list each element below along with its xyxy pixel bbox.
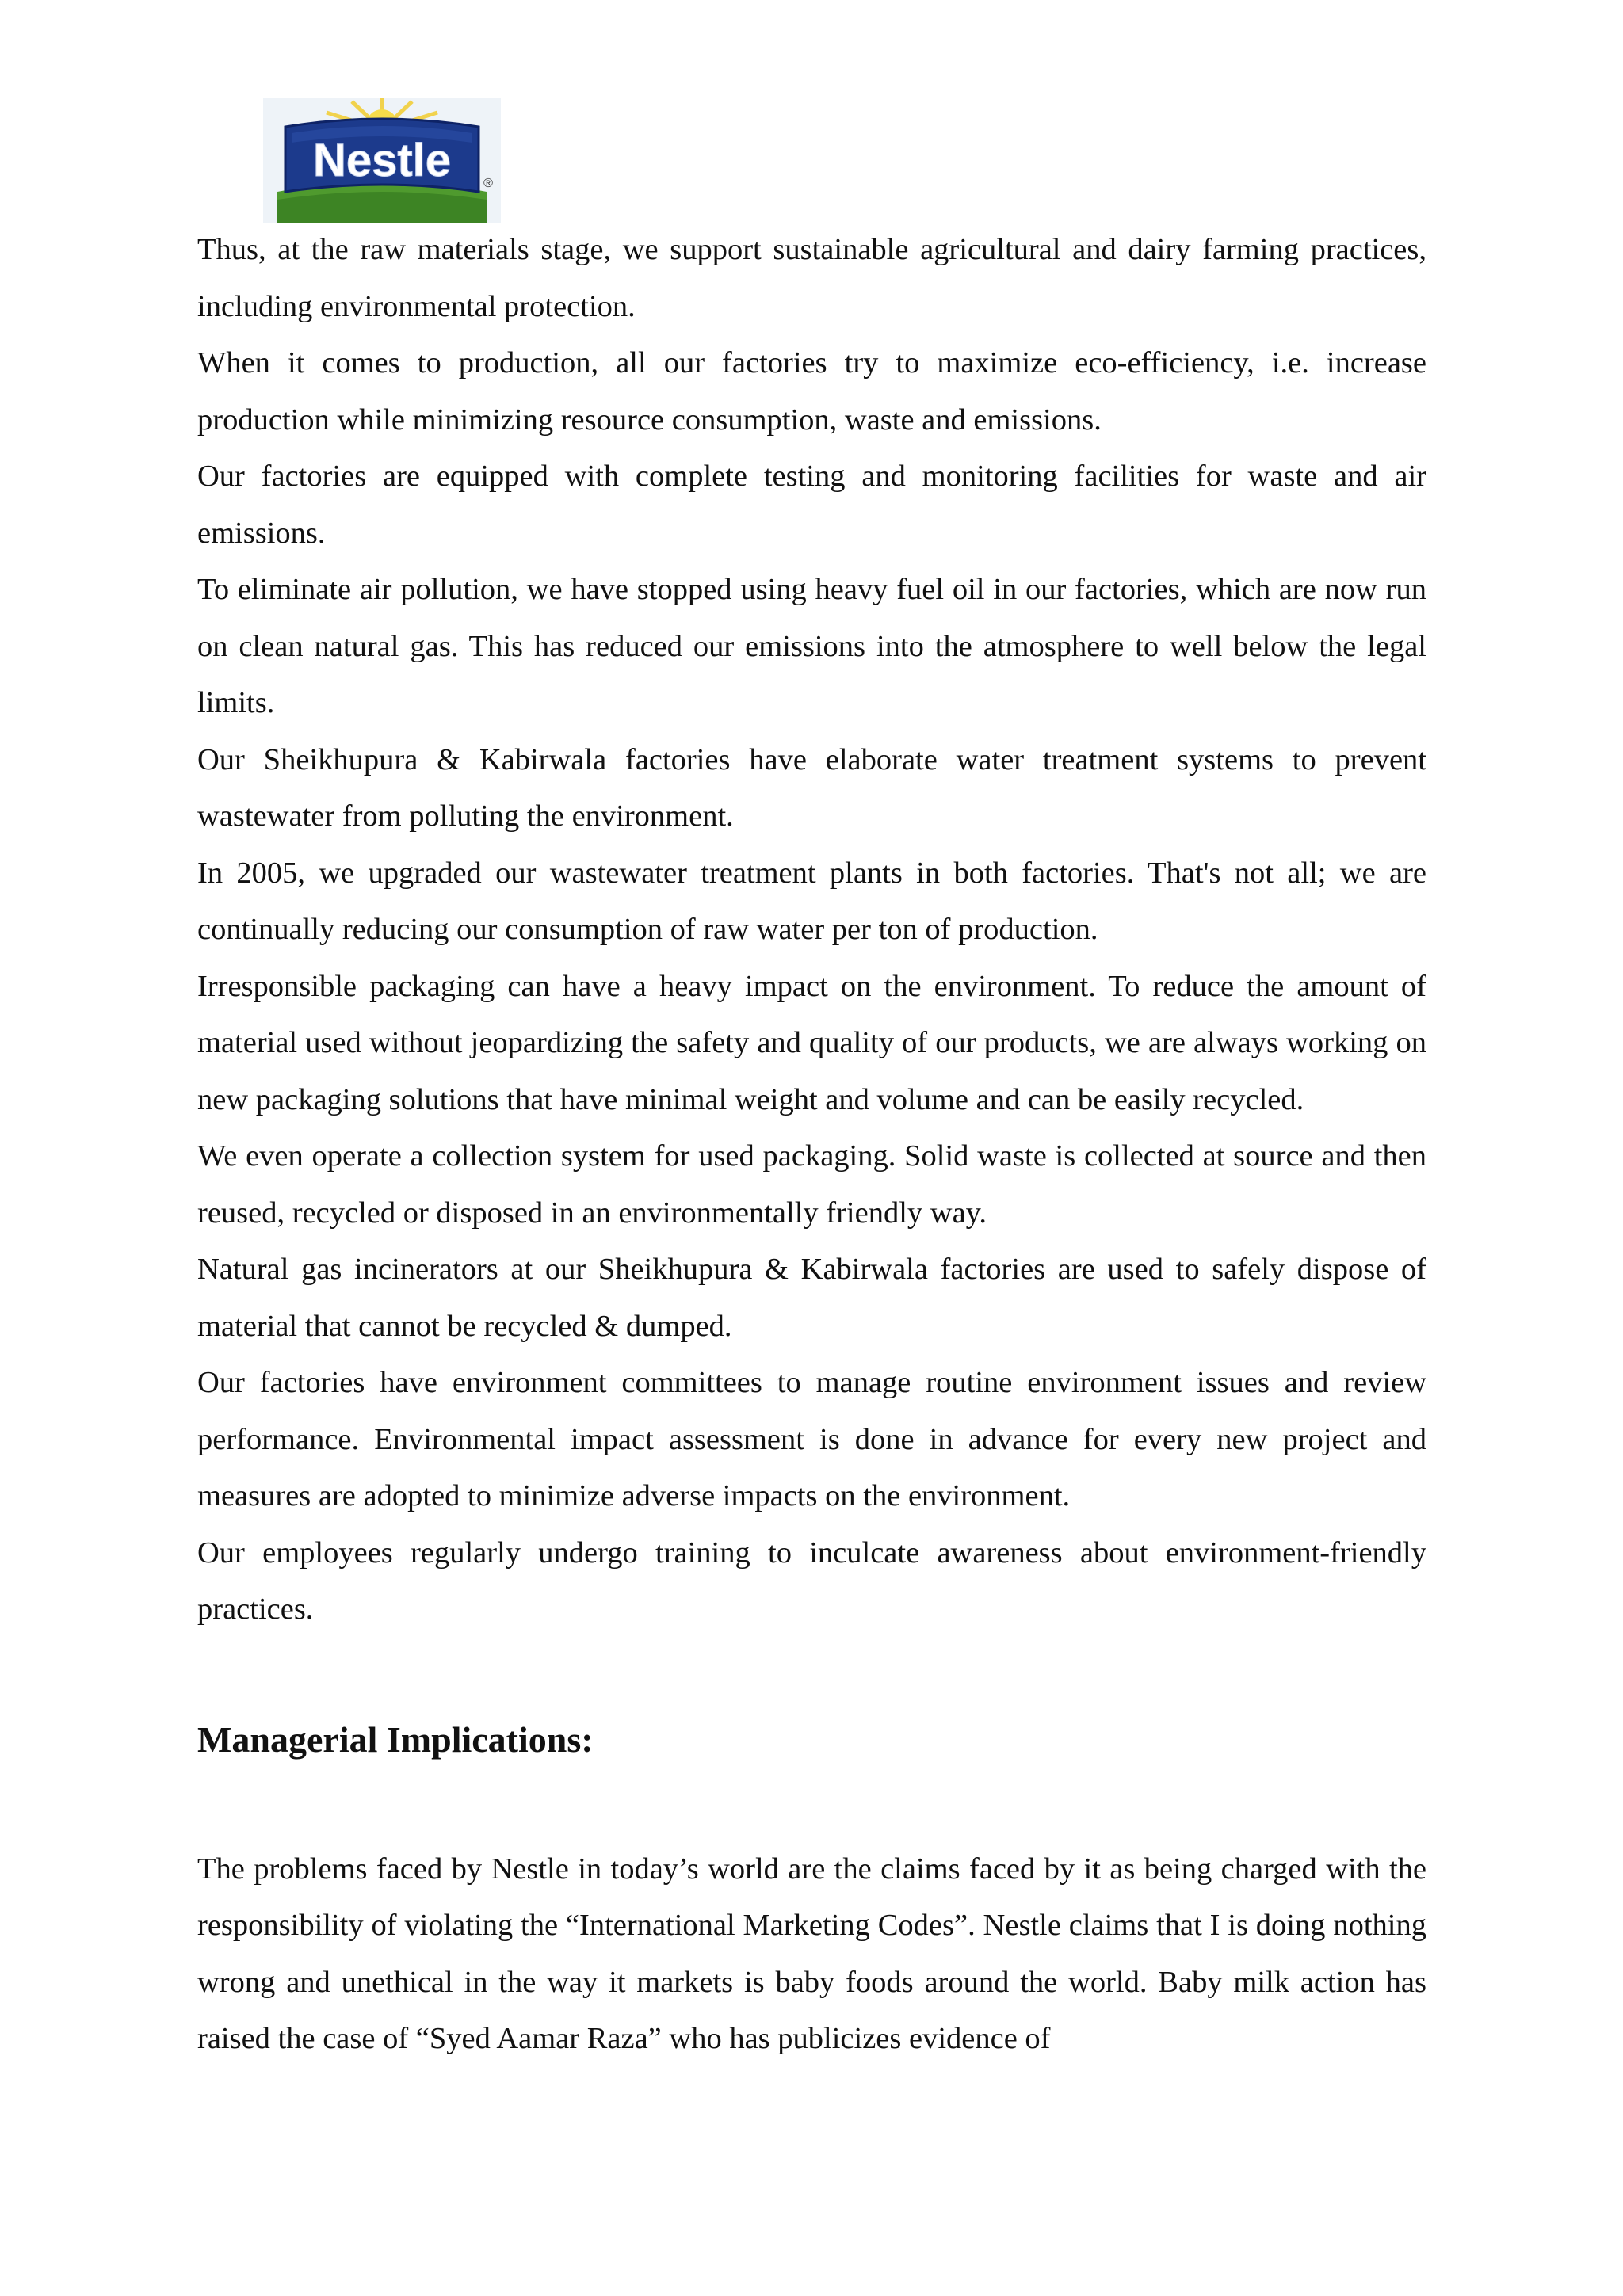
paragraph-wastewater-upgrade: In 2005, we upgraded our wastewater treatment plants in both factories. That's not all; we are continually reducing our consumption of raw water per ton of production. [197, 856, 1426, 946]
paragraph-incinerators: Natural gas incinerators at our Sheikhupura & Kabirwala factories are used to safely dispose of material that cannot be recycled & dumped. [197, 1253, 1426, 1343]
paragraph-environment-committees: Our factories have environment committees to manage routine environment issues and review performance. Environmental impact assessment is done in advance for every new project and measures are adopted to minimize adverse impacts on the environment. [197, 1366, 1426, 1512]
paragraph-eco-efficiency: When it comes to production, all our factories try to maximize eco-efficiency, i.e. increase production while minimizing resource consumption, waste and emissions. [197, 346, 1426, 437]
nestle-logo [263, 98, 501, 223]
paragraph-managerial-implications: The problems faced by Nestle in today’s world are the claims faced by it as being charged with the responsibility of violating the “International Marketing Codes”. Nestle claims that I is doing nothing wrong and unethical in the way it markets is baby foods around the world. Baby milk action has raised the case of “Syed Aamar Raza” who has publicizes evidence of [197, 1852, 1426, 2055]
section-heading: Managerial Implications: [197, 1718, 594, 1760]
logo-registered-mark: ® [483, 177, 493, 190]
document-body [197, 222, 1426, 2068]
paragraph-testing-facilities: Our factories are equipped with complete testing and monitoring facilities for waste and air emissions. [197, 460, 1426, 550]
paragraph-packaging: Irresponsible packaging can have a heavy impact on the environment. To reduce the amount of material used without jeopardizing the safety and quality of our products, we are always working on new packaging solutions that have minimal weight and volume and can be easily recycled. [197, 969, 1426, 1116]
paragraph-raw-materials: Thus, at the raw materials stage, we support sustainable agricultural and dairy farming practices, including environmental protection. [197, 233, 1426, 323]
paragraph-collection-system: We even operate a collection system for used packaging. Solid waste is collected at source and then reused, recycled or disposed in an environmentally friendly way. [197, 1139, 1426, 1230]
logo-wordmark: Nestle [312, 135, 452, 186]
paragraph-water-treatment: Our Sheikhupura & Kabirwala factories have elaborate water treatment systems to prevent wastewater from polluting the environment. [197, 742, 1426, 833]
paragraph-employee-training: Our employees regularly undergo training to inculcate awareness about environment-friendly practices. [197, 1535, 1426, 1626]
paragraph-air-pollution: To eliminate air pollution, we have stopped using heavy fuel oil in our factories, which are now run on clean natural gas. This has reduced our emissions into the atmosphere to well below the legal limits. [197, 573, 1426, 719]
